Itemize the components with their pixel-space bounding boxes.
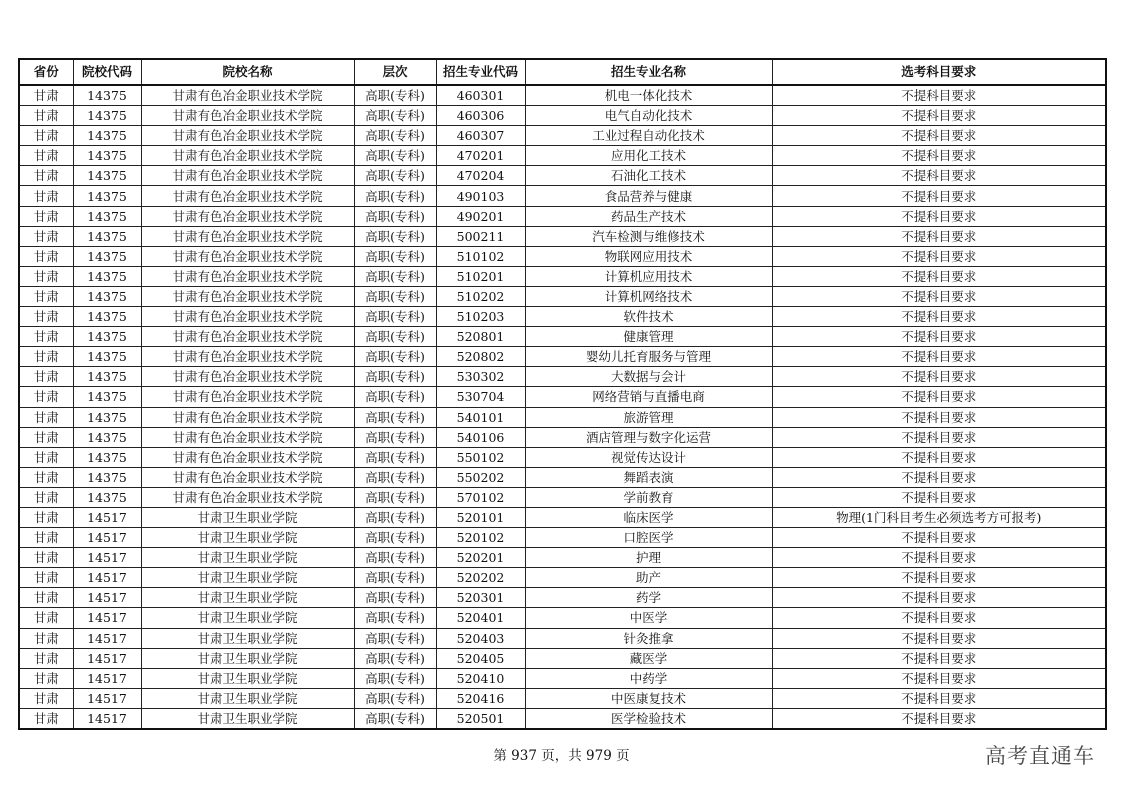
cell-major-code: 520410 [436, 668, 525, 688]
cell-school-code: 14375 [73, 226, 141, 246]
cell-school-code: 14375 [73, 487, 141, 507]
cell-subject-requirement: 不提科目要求 [772, 85, 1106, 106]
table-row [19, 568, 1106, 588]
cell-major-name: 学前教育 [525, 487, 772, 507]
table-row [19, 507, 1106, 527]
cell-subject-requirement: 不提科目要求 [772, 146, 1106, 166]
cell-subject-requirement: 不提科目要求 [772, 347, 1106, 367]
cell-major-name: 物联网应用技术 [525, 246, 772, 266]
cell-major-name: 机电一体化技术 [525, 85, 772, 106]
cell-level: 高职(专科) [354, 106, 436, 126]
cell-school-name: 甘肃卫生职业学院 [141, 528, 354, 548]
cell-major-code: 520102 [436, 528, 525, 548]
cell-subject-requirement: 不提科目要求 [772, 487, 1106, 507]
cell-major-name: 视觉传达设计 [525, 447, 772, 467]
cell-major-name: 软件技术 [525, 307, 772, 327]
cell-province: 甘肃 [19, 347, 73, 367]
cell-level: 高职(专科) [354, 367, 436, 387]
cell-major-code: 520201 [436, 548, 525, 568]
cell-major-code: 520405 [436, 648, 525, 668]
cell-major-name: 电气自动化技术 [525, 106, 772, 126]
cell-school-name: 甘肃有色冶金职业技术学院 [141, 407, 354, 427]
header-major-name: 招生专业名称 [525, 59, 772, 85]
cell-province: 甘肃 [19, 266, 73, 286]
cell-major-code: 520501 [436, 708, 525, 729]
cell-school-code: 14517 [73, 688, 141, 708]
cell-province: 甘肃 [19, 487, 73, 507]
cell-level: 高职(专科) [354, 327, 436, 347]
cell-major-name: 藏医学 [525, 648, 772, 668]
cell-major-code: 570102 [436, 487, 525, 507]
cell-major-code: 470204 [436, 166, 525, 186]
table-row [19, 126, 1106, 146]
cell-major-name: 婴幼儿托育服务与管理 [525, 347, 772, 367]
cell-school-name: 甘肃有色冶金职业技术学院 [141, 85, 354, 106]
table-row [19, 206, 1106, 226]
cell-major-code: 510202 [436, 286, 525, 306]
cell-level: 高职(专科) [354, 648, 436, 668]
cell-level: 高职(专科) [354, 387, 436, 407]
cell-major-name: 护理 [525, 548, 772, 568]
cell-school-code: 14375 [73, 447, 141, 467]
table-row [19, 106, 1106, 126]
cell-school-name: 甘肃有色冶金职业技术学院 [141, 307, 354, 327]
header-province: 省份 [19, 59, 73, 85]
cell-major-code: 490201 [436, 206, 525, 226]
cell-major-name: 中药学 [525, 668, 772, 688]
cell-school-name: 甘肃有色冶金职业技术学院 [141, 427, 354, 447]
cell-major-name: 计算机应用技术 [525, 266, 772, 286]
cell-subject-requirement: 不提科目要求 [772, 226, 1106, 246]
cell-province: 甘肃 [19, 688, 73, 708]
cell-school-name: 甘肃有色冶金职业技术学院 [141, 286, 354, 306]
cell-subject-requirement: 不提科目要求 [772, 367, 1106, 387]
cell-province: 甘肃 [19, 548, 73, 568]
cell-major-name: 助产 [525, 568, 772, 588]
table-row [19, 528, 1106, 548]
cell-school-name: 甘肃有色冶金职业技术学院 [141, 186, 354, 206]
cell-province: 甘肃 [19, 387, 73, 407]
cell-major-name: 医学检验技术 [525, 708, 772, 729]
cell-province: 甘肃 [19, 628, 73, 648]
table-row [19, 487, 1106, 507]
table-row [19, 226, 1106, 246]
cell-major-code: 470201 [436, 146, 525, 166]
cell-major-code: 460307 [436, 126, 525, 146]
table-row [19, 347, 1106, 367]
cell-school-name: 甘肃卫生职业学院 [141, 588, 354, 608]
cell-level: 高职(专科) [354, 487, 436, 507]
cell-level: 高职(专科) [354, 226, 436, 246]
cell-major-code: 460301 [436, 85, 525, 106]
cell-major-code: 520101 [436, 507, 525, 527]
cell-province: 甘肃 [19, 166, 73, 186]
cell-subject-requirement: 不提科目要求 [772, 467, 1106, 487]
cell-school-name: 甘肃卫生职业学院 [141, 507, 354, 527]
header-level: 层次 [354, 59, 436, 85]
admission-table [18, 58, 1107, 730]
cell-school-name: 甘肃有色冶金职业技术学院 [141, 106, 354, 126]
cell-major-name: 健康管理 [525, 327, 772, 347]
header-subject-requirement: 选考科目要求 [772, 59, 1106, 85]
cell-major-code: 510102 [436, 246, 525, 266]
cell-school-code: 14517 [73, 668, 141, 688]
cell-major-name: 酒店管理与数字化运营 [525, 427, 772, 447]
cell-major-name: 石油化工技术 [525, 166, 772, 186]
header-major-code: 招生专业代码 [436, 59, 525, 85]
cell-subject-requirement: 不提科目要求 [772, 387, 1106, 407]
cell-major-code: 510201 [436, 266, 525, 286]
cell-province: 甘肃 [19, 246, 73, 266]
cell-school-code: 14375 [73, 186, 141, 206]
cell-school-code: 14517 [73, 628, 141, 648]
cell-level: 高职(专科) [354, 688, 436, 708]
cell-school-name: 甘肃有色冶金职业技术学院 [141, 467, 354, 487]
cell-school-code: 14375 [73, 286, 141, 306]
cell-province: 甘肃 [19, 648, 73, 668]
cell-major-code: 540106 [436, 427, 525, 447]
cell-school-code: 14375 [73, 387, 141, 407]
table-row [19, 407, 1106, 427]
cell-subject-requirement: 不提科目要求 [772, 628, 1106, 648]
cell-province: 甘肃 [19, 407, 73, 427]
cell-school-name: 甘肃有色冶金职业技术学院 [141, 487, 354, 507]
cell-school-name: 甘肃卫生职业学院 [141, 708, 354, 729]
cell-level: 高职(专科) [354, 166, 436, 186]
cell-school-code: 14375 [73, 407, 141, 427]
table-row [19, 387, 1106, 407]
cell-province: 甘肃 [19, 106, 73, 126]
cell-school-name: 甘肃有色冶金职业技术学院 [141, 206, 354, 226]
cell-subject-requirement: 不提科目要求 [772, 528, 1106, 548]
cell-major-name: 临床医学 [525, 507, 772, 527]
table-row [19, 628, 1106, 648]
cell-school-code: 14375 [73, 347, 141, 367]
cell-province: 甘肃 [19, 528, 73, 548]
cell-subject-requirement: 不提科目要求 [772, 708, 1106, 729]
cell-school-code: 14517 [73, 588, 141, 608]
cell-province: 甘肃 [19, 146, 73, 166]
table-row [19, 85, 1106, 106]
cell-level: 高职(专科) [354, 407, 436, 427]
table-row [19, 588, 1106, 608]
cell-school-name: 甘肃有色冶金职业技术学院 [141, 126, 354, 146]
cell-subject-requirement: 不提科目要求 [772, 588, 1106, 608]
cell-major-code: 540101 [436, 407, 525, 427]
watermark-logo: 高考直通车 [985, 744, 1095, 768]
cell-school-name: 甘肃有色冶金职业技术学院 [141, 327, 354, 347]
cell-subject-requirement: 不提科目要求 [772, 548, 1106, 568]
cell-subject-requirement: 不提科目要求 [772, 266, 1106, 286]
table-row [19, 688, 1106, 708]
cell-province: 甘肃 [19, 568, 73, 588]
cell-school-code: 14375 [73, 307, 141, 327]
cell-subject-requirement: 不提科目要求 [772, 106, 1106, 126]
cell-province: 甘肃 [19, 507, 73, 527]
cell-level: 高职(专科) [354, 186, 436, 206]
cell-school-name: 甘肃有色冶金职业技术学院 [141, 246, 354, 266]
cell-major-code: 550202 [436, 467, 525, 487]
cell-school-name: 甘肃卫生职业学院 [141, 648, 354, 668]
cell-level: 高职(专科) [354, 266, 436, 286]
cell-province: 甘肃 [19, 588, 73, 608]
table-row [19, 668, 1106, 688]
cell-province: 甘肃 [19, 608, 73, 628]
header-school-name: 院校名称 [141, 59, 354, 85]
cell-subject-requirement: 不提科目要求 [772, 286, 1106, 306]
cell-province: 甘肃 [19, 327, 73, 347]
cell-major-name: 中医康复技术 [525, 688, 772, 708]
cell-level: 高职(专科) [354, 206, 436, 226]
cell-level: 高职(专科) [354, 668, 436, 688]
cell-major-code: 510203 [436, 307, 525, 327]
cell-school-code: 14517 [73, 568, 141, 588]
cell-level: 高职(专科) [354, 427, 436, 447]
cell-major-code: 520202 [436, 568, 525, 588]
table-row [19, 548, 1106, 568]
cell-major-code: 520301 [436, 588, 525, 608]
table-row [19, 648, 1106, 668]
cell-subject-requirement: 不提科目要求 [772, 166, 1106, 186]
cell-school-name: 甘肃有色冶金职业技术学院 [141, 447, 354, 467]
cell-subject-requirement: 不提科目要求 [772, 447, 1106, 467]
cell-subject-requirement: 不提科目要求 [772, 246, 1106, 266]
table-body [19, 85, 1106, 729]
table-row [19, 467, 1106, 487]
cell-school-name: 甘肃卫生职业学院 [141, 608, 354, 628]
cell-level: 高职(专科) [354, 708, 436, 729]
cell-school-name: 甘肃有色冶金职业技术学院 [141, 226, 354, 246]
cell-major-code: 520401 [436, 608, 525, 628]
cell-subject-requirement: 不提科目要求 [772, 307, 1106, 327]
cell-province: 甘肃 [19, 367, 73, 387]
cell-school-code: 14517 [73, 507, 141, 527]
cell-school-name: 甘肃卫生职业学院 [141, 568, 354, 588]
cell-school-code: 14517 [73, 648, 141, 668]
cell-major-code: 520801 [436, 327, 525, 347]
cell-major-code: 550102 [436, 447, 525, 467]
table-row [19, 266, 1106, 286]
cell-school-code: 14517 [73, 528, 141, 548]
header-school-code: 院校代码 [73, 59, 141, 85]
cell-subject-requirement: 不提科目要求 [772, 568, 1106, 588]
cell-level: 高职(专科) [354, 307, 436, 327]
cell-school-code: 14517 [73, 548, 141, 568]
table-row [19, 708, 1106, 729]
cell-school-name: 甘肃有色冶金职业技术学院 [141, 166, 354, 186]
cell-province: 甘肃 [19, 447, 73, 467]
cell-school-name: 甘肃卫生职业学院 [141, 688, 354, 708]
cell-province: 甘肃 [19, 186, 73, 206]
cell-major-name: 大数据与会计 [525, 367, 772, 387]
cell-major-name: 食品营养与健康 [525, 186, 772, 206]
cell-major-code: 490103 [436, 186, 525, 206]
cell-major-code: 530302 [436, 367, 525, 387]
cell-major-name: 汽车检测与维修技术 [525, 226, 772, 246]
cell-school-code: 14375 [73, 85, 141, 106]
cell-school-code: 14375 [73, 246, 141, 266]
cell-subject-requirement: 不提科目要求 [772, 327, 1106, 347]
cell-subject-requirement: 不提科目要求 [772, 608, 1106, 628]
cell-major-name: 舞蹈表演 [525, 467, 772, 487]
cell-major-code: 520416 [436, 688, 525, 708]
cell-school-name: 甘肃有色冶金职业技术学院 [141, 266, 354, 286]
cell-subject-requirement: 不提科目要求 [772, 427, 1106, 447]
cell-major-name: 工业过程自动化技术 [525, 126, 772, 146]
cell-major-code: 460306 [436, 106, 525, 126]
table-header-row [19, 59, 1106, 85]
cell-school-name: 甘肃有色冶金职业技术学院 [141, 347, 354, 367]
cell-school-code: 14375 [73, 266, 141, 286]
cell-school-code: 14375 [73, 166, 141, 186]
cell-major-name: 网络营销与直播电商 [525, 387, 772, 407]
cell-school-code: 14375 [73, 427, 141, 447]
table-row [19, 327, 1106, 347]
cell-province: 甘肃 [19, 85, 73, 106]
cell-school-code: 14375 [73, 146, 141, 166]
table-row [19, 307, 1106, 327]
cell-level: 高职(专科) [354, 286, 436, 306]
cell-major-name: 针灸推拿 [525, 628, 772, 648]
cell-subject-requirement: 不提科目要求 [772, 126, 1106, 146]
cell-subject-requirement: 不提科目要求 [772, 648, 1106, 668]
cell-school-code: 14375 [73, 327, 141, 347]
cell-school-code: 14375 [73, 367, 141, 387]
cell-province: 甘肃 [19, 708, 73, 729]
cell-level: 高职(专科) [354, 568, 436, 588]
cell-level: 高职(专科) [354, 447, 436, 467]
cell-level: 高职(专科) [354, 628, 436, 648]
cell-level: 高职(专科) [354, 548, 436, 568]
cell-major-code: 500211 [436, 226, 525, 246]
cell-subject-requirement: 不提科目要求 [772, 407, 1106, 427]
cell-level: 高职(专科) [354, 347, 436, 367]
table-row [19, 186, 1106, 206]
table-row [19, 367, 1106, 387]
table-row [19, 246, 1106, 266]
table-row [19, 447, 1106, 467]
cell-major-name: 口腔医学 [525, 528, 772, 548]
cell-school-code: 14375 [73, 106, 141, 126]
cell-school-code: 14375 [73, 126, 141, 146]
cell-level: 高职(专科) [354, 467, 436, 487]
cell-school-name: 甘肃卫生职业学院 [141, 548, 354, 568]
cell-subject-requirement: 不提科目要求 [772, 206, 1106, 226]
cell-major-name: 药品生产技术 [525, 206, 772, 226]
cell-school-name: 甘肃有色冶金职业技术学院 [141, 146, 354, 166]
cell-major-name: 旅游管理 [525, 407, 772, 427]
cell-school-code: 14517 [73, 708, 141, 729]
cell-level: 高职(专科) [354, 126, 436, 146]
table-row [19, 608, 1106, 628]
cell-major-name: 中医学 [525, 608, 772, 628]
cell-province: 甘肃 [19, 427, 73, 447]
cell-major-code: 520403 [436, 628, 525, 648]
cell-province: 甘肃 [19, 226, 73, 246]
table-row [19, 166, 1106, 186]
cell-major-name: 计算机网络技术 [525, 286, 772, 306]
cell-level: 高职(专科) [354, 246, 436, 266]
cell-level: 高职(专科) [354, 588, 436, 608]
cell-province: 甘肃 [19, 286, 73, 306]
cell-province: 甘肃 [19, 307, 73, 327]
page-number: 第 937 页，共 979 页 [493, 748, 630, 764]
cell-level: 高职(专科) [354, 85, 436, 106]
cell-school-name: 甘肃卫生职业学院 [141, 668, 354, 688]
table-row [19, 146, 1106, 166]
cell-school-name: 甘肃卫生职业学院 [141, 628, 354, 648]
cell-school-name: 甘肃有色冶金职业技术学院 [141, 367, 354, 387]
cell-major-name: 应用化工技术 [525, 146, 772, 166]
cell-school-code: 14375 [73, 467, 141, 487]
cell-level: 高职(专科) [354, 528, 436, 548]
cell-level: 高职(专科) [354, 146, 436, 166]
table-row [19, 286, 1106, 306]
cell-province: 甘肃 [19, 126, 73, 146]
cell-school-name: 甘肃有色冶金职业技术学院 [141, 387, 354, 407]
cell-subject-requirement: 不提科目要求 [772, 688, 1106, 708]
cell-subject-requirement: 不提科目要求 [772, 186, 1106, 206]
cell-major-code: 520802 [436, 347, 525, 367]
cell-province: 甘肃 [19, 467, 73, 487]
cell-major-code: 530704 [436, 387, 525, 407]
cell-school-code: 14517 [73, 608, 141, 628]
cell-subject-requirement: 物理(1门科目考生必须选考方可报考) [772, 507, 1106, 527]
cell-level: 高职(专科) [354, 507, 436, 527]
cell-level: 高职(专科) [354, 608, 436, 628]
table-row [19, 427, 1106, 447]
cell-province: 甘肃 [19, 668, 73, 688]
cell-subject-requirement: 不提科目要求 [772, 668, 1106, 688]
cell-major-name: 药学 [525, 588, 772, 608]
cell-province: 甘肃 [19, 206, 73, 226]
cell-school-code: 14375 [73, 206, 141, 226]
